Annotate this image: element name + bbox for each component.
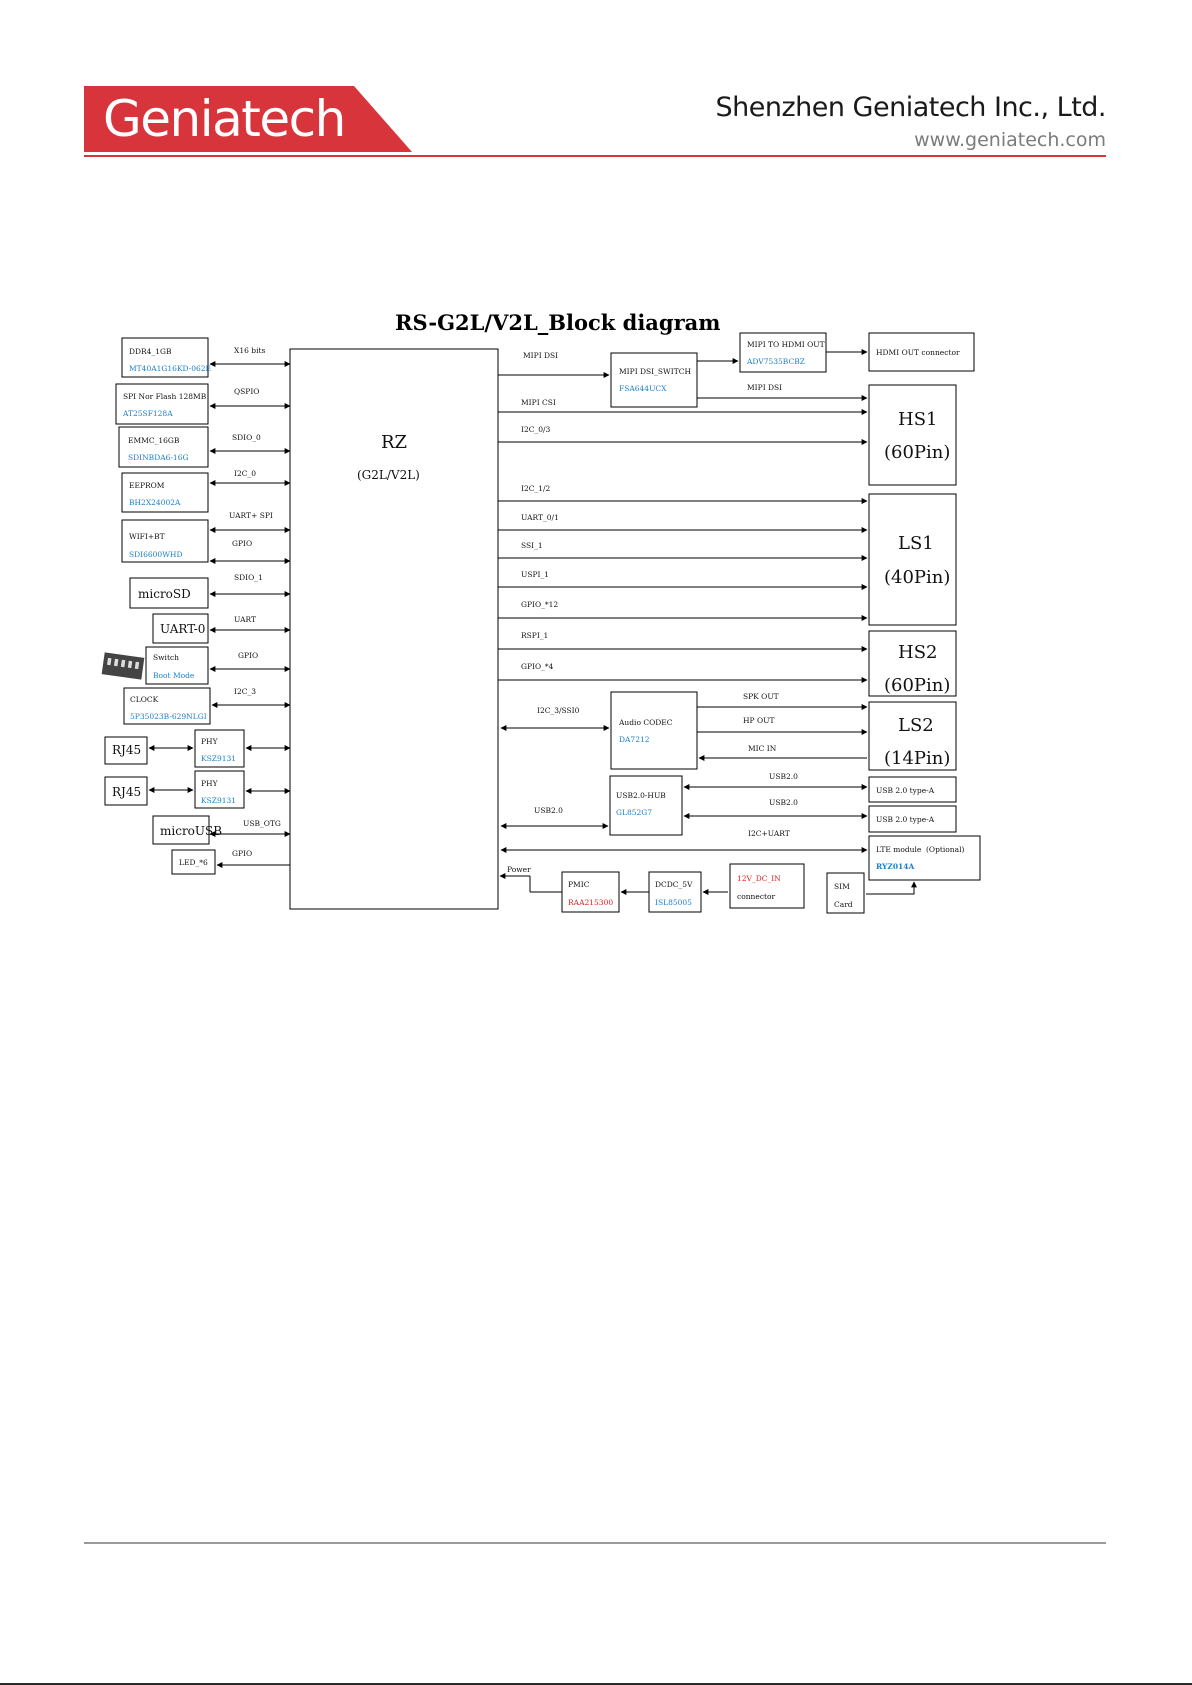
- dcdc-part: ISL85005: [655, 898, 692, 907]
- microusb-name: microUSB: [160, 824, 223, 838]
- pmic-part: RAA215300: [568, 898, 614, 907]
- sig-ssi-1: SSI_1: [521, 541, 543, 550]
- wifi-name: WIFI+BT: [129, 532, 165, 541]
- company-url: www.geniatech.com: [914, 129, 1106, 151]
- sig-rspi-1: RSPI_1: [521, 631, 549, 640]
- diagram-title: RS-G2L/V2L_Block diagram: [395, 310, 721, 335]
- usb-hub-part: GL852G7: [616, 808, 653, 817]
- switch-name: Switch: [153, 653, 180, 662]
- sim-line1: SIM: [834, 882, 850, 891]
- led-bus: GPIO: [232, 849, 253, 858]
- microusb-bus: USB_OTG: [243, 819, 281, 828]
- uart0-name: UART-0: [160, 622, 206, 636]
- clock-part: 5P35023B-629NLGI: [130, 712, 207, 721]
- clock-bus: I2C_3: [234, 687, 256, 696]
- hs1-name: HS1: [898, 409, 938, 430]
- rj45-1: RJ45: [112, 743, 142, 757]
- phy2-name: PHY: [201, 779, 218, 788]
- dc-in-sub: connector: [737, 892, 776, 901]
- usb-port-2: USB 2.0 type-A: [876, 815, 935, 824]
- sig-mipi-dsi: MIPI DSI: [523, 351, 559, 360]
- dsi-switch-part: FSA644UCX: [619, 384, 667, 393]
- phy1-name: PHY: [201, 737, 218, 746]
- nor-bus: QSPIO: [234, 387, 260, 396]
- ls1-name: LS1: [898, 533, 934, 554]
- nor-part: AT25SF128A: [123, 409, 173, 418]
- sig-gpio-4: GPIO_*4: [521, 662, 554, 671]
- switch-part: Boot Mode: [153, 671, 195, 680]
- sig-uspi-1: USPI_1: [521, 570, 549, 579]
- eeprom-part: BH2X24002A: [129, 498, 181, 507]
- ddr-bus: X16 bits: [234, 346, 266, 355]
- usb-hub-name: USB2.0-HUB: [616, 791, 666, 800]
- hdmi-connector: HDMI OUT connector: [876, 348, 960, 357]
- soc-variant: (G2L/V2L): [357, 468, 420, 482]
- wifi-part: SDI6600WHD: [129, 550, 183, 559]
- emmc-name: EMMC_16GB: [128, 436, 180, 445]
- emmc-part: SDINBDA6-16G: [128, 453, 189, 462]
- uart0-bus: UART: [234, 615, 257, 624]
- footer-divider: [84, 1542, 1106, 1544]
- sig-spk-out: SPK OUT: [743, 692, 779, 701]
- pmic-name: PMIC: [568, 880, 590, 889]
- usb-port-1: USB 2.0 type-A: [876, 786, 935, 795]
- sig-i2c-03: I2C_0/3: [521, 425, 551, 434]
- rj45-2: RJ45: [112, 785, 142, 799]
- ddr-name: DDR4_1GB: [129, 347, 172, 356]
- hdmi-bridge-part: ADV7535BCBZ: [747, 357, 805, 366]
- lte-part: RYZ014A: [876, 862, 915, 871]
- sig-gpio-12: GPIO_*12: [521, 600, 559, 609]
- ddr-part: MT40A1G16KD-062E: [129, 364, 212, 373]
- phy1-part: KSZ9131: [201, 754, 237, 763]
- sig-mipi-dsi-2: MIPI DSI: [747, 383, 783, 392]
- dc-in-name: 12V_DC_IN: [737, 874, 781, 883]
- lte-name: LTE module: [876, 845, 922, 854]
- dsi-switch-name: MIPI DSI_SWITCH: [619, 367, 691, 376]
- codec-part: DA7212: [619, 735, 650, 744]
- ls1-pins: (40Pin): [884, 567, 951, 588]
- sig-mipi-csi: MIPI CSI: [521, 398, 556, 407]
- sig-uart-01: UART_0/1: [521, 513, 559, 522]
- microsd-name: microSD: [138, 587, 191, 601]
- sig-i2c-12: I2C_1/2: [521, 484, 551, 493]
- ls2-name: LS2: [898, 715, 934, 736]
- sig-i2c-uart: I2C+UART: [748, 829, 790, 838]
- lte-note: (Optional): [926, 845, 965, 854]
- dcdc-name: DCDC_5V: [655, 880, 693, 889]
- hs2-pins: (60Pin): [884, 675, 951, 696]
- led-name: LED_*6: [179, 858, 208, 867]
- hs2-name: HS2: [898, 642, 938, 663]
- wifi-bus2: GPIO: [232, 539, 253, 548]
- switch-bus: GPIO: [238, 651, 259, 660]
- brand-logo: Geniatech: [103, 90, 345, 148]
- eeprom-name: EEPROM: [129, 481, 165, 490]
- hdmi-bridge-name: MIPI TO HDMI OUT: [747, 340, 825, 349]
- phy2-part: KSZ9131: [201, 796, 237, 805]
- sig-usb-a: USB2.0: [769, 772, 798, 781]
- hs1-pins: (60Pin): [884, 442, 951, 463]
- eeprom-bus: I2C_0: [234, 469, 256, 478]
- company-name: Shenzhen Geniatech Inc., Ltd.: [715, 92, 1106, 123]
- sig-mic-in: MIC IN: [748, 744, 777, 753]
- sig-usb-b: USB2.0: [769, 798, 798, 807]
- sig-i2c-ssi: I2C_3/SSI0: [537, 706, 580, 715]
- microsd-bus: SDIO_1: [234, 573, 263, 582]
- sig-usb20: USB2.0: [534, 806, 563, 815]
- clock-name: CLOCK: [130, 695, 159, 704]
- sim-line2: Card: [834, 900, 853, 909]
- soc-name: RZ: [381, 432, 408, 453]
- codec-name: Audio CODEC: [619, 718, 673, 727]
- ls2-pins: (14Pin): [884, 748, 951, 769]
- wifi-bus: UART+ SPI: [229, 511, 273, 520]
- sig-power: Power: [507, 865, 531, 874]
- nor-name: SPI Nor Flash 128MB: [123, 392, 207, 401]
- emmc-bus: SDIO_0: [232, 433, 261, 442]
- sig-hp-out: HP OUT: [743, 716, 775, 725]
- dip-switch-icon: [102, 652, 145, 679]
